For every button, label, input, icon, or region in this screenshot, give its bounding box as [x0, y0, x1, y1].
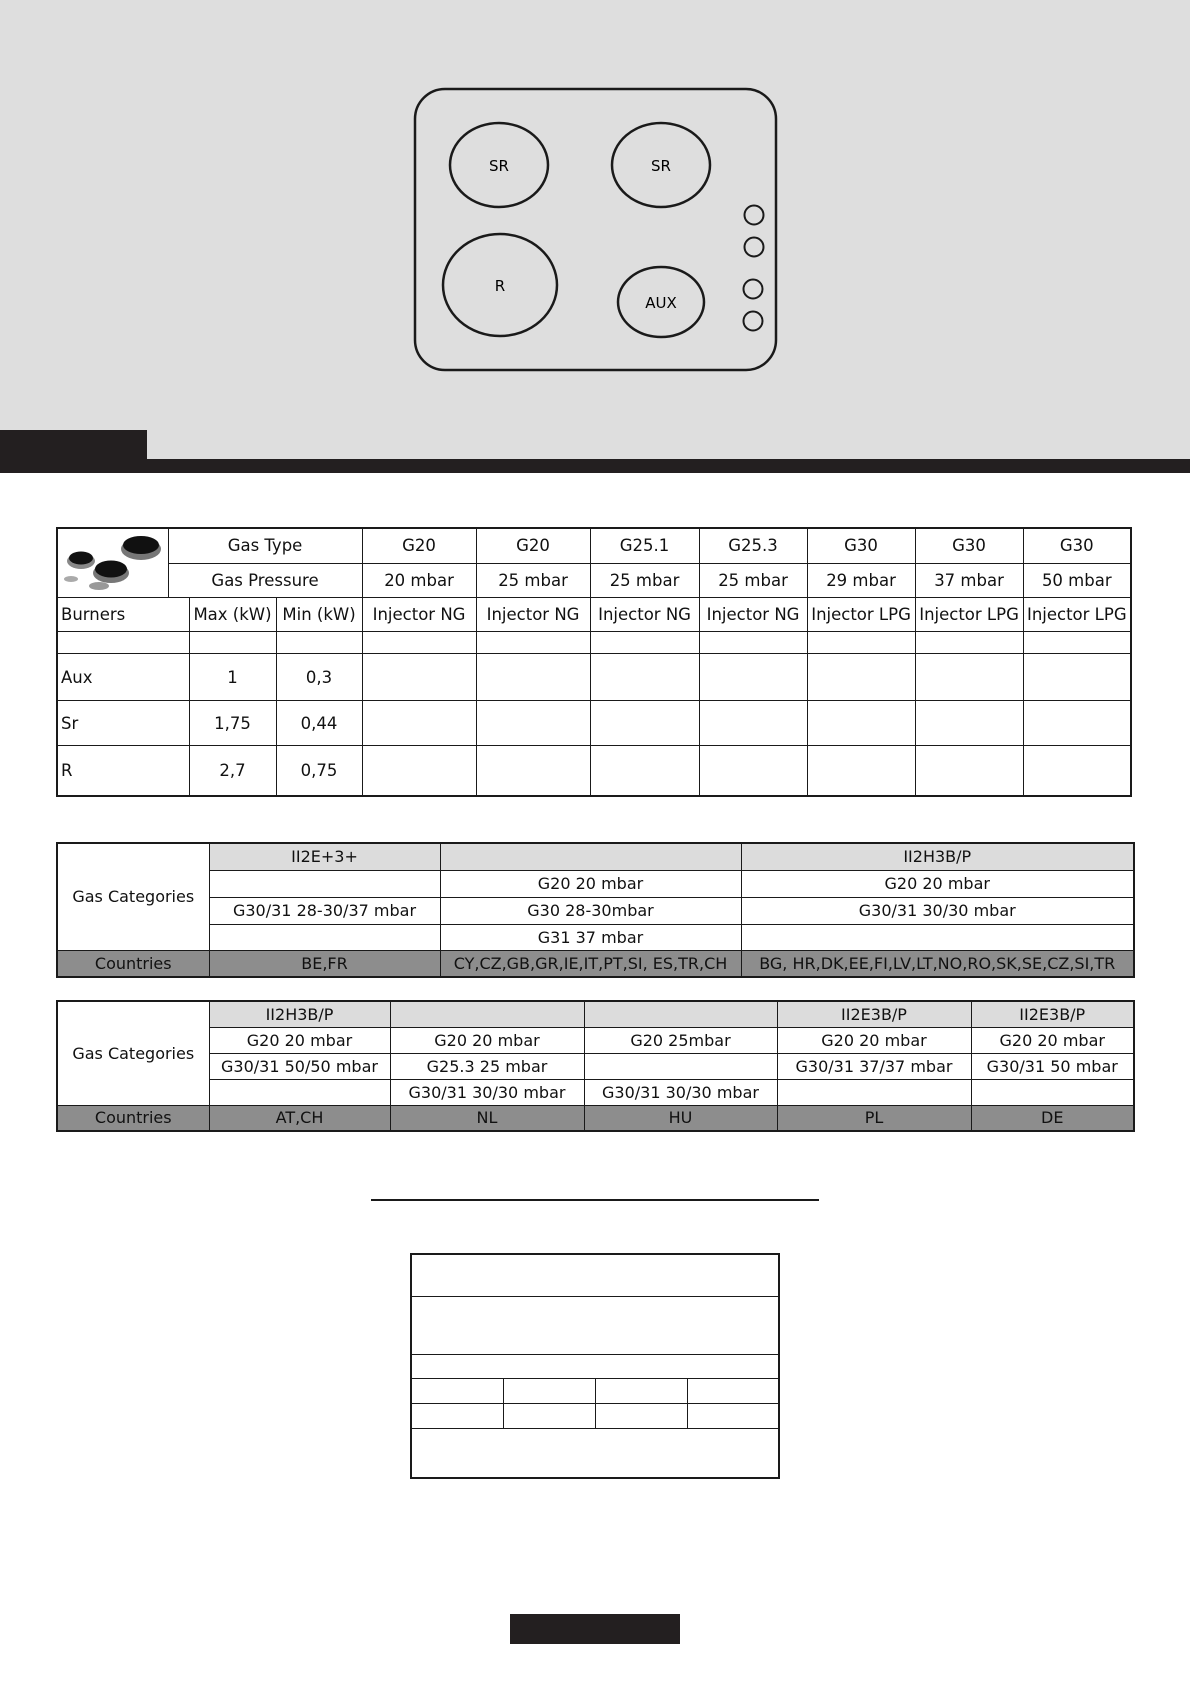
gas-type-cell: G20 — [362, 528, 476, 563]
category-header — [390, 1001, 584, 1027]
gas-type-cell: G30 — [915, 528, 1023, 563]
gas-categories-label: Gas Categories — [57, 1001, 209, 1105]
gas-type-label: Gas Type — [168, 528, 362, 563]
category-line — [209, 924, 440, 950]
max-kw-column-header: Max (kW) — [189, 598, 276, 632]
blank-cell — [411, 1254, 779, 1296]
blank-cell — [595, 1403, 687, 1428]
blank-cell — [503, 1403, 595, 1428]
gas-pressure-cell: 37 mbar — [915, 563, 1023, 597]
knob-icon — [745, 238, 764, 257]
injector-header: Injector NG — [362, 598, 476, 632]
countries-cell: PL — [777, 1105, 971, 1131]
gas-pressure-label: Gas Pressure — [168, 563, 362, 597]
category-line: G20 20 mbar — [390, 1027, 584, 1053]
category-line: G20 25mbar — [584, 1027, 777, 1053]
blank-cell — [411, 1296, 779, 1354]
blank-cell — [411, 1403, 503, 1428]
gas-type-cell: G25.1 — [590, 528, 699, 563]
countries-label: Countries — [57, 950, 209, 977]
gas-type-cell: G30 — [1023, 528, 1131, 563]
injector-header: Injector LPG — [1023, 598, 1131, 632]
category-line: G30/31 28-30/37 mbar — [209, 897, 440, 924]
countries-cell: CY,CZ,GB,GR,IE,IT,PT,SI, ES,TR,CH — [440, 950, 741, 977]
gas-categories-table-1 — [56, 842, 1135, 978]
spacer-row — [57, 632, 1131, 654]
category-line: G30/31 37/37 mbar — [777, 1053, 971, 1079]
category-line: G30/31 30/30 mbar — [390, 1079, 584, 1105]
injector-header: Injector LPG — [807, 598, 915, 632]
blank-cell — [503, 1378, 595, 1403]
gas-pressure-cell: 50 mbar — [1023, 563, 1131, 597]
countries-cell: AT,CH — [209, 1105, 390, 1131]
table-row — [57, 746, 1131, 796]
category-line: G30/31 30/30 mbar — [741, 897, 1134, 924]
burner-max: 2,7 — [189, 746, 276, 796]
category-line: G30/31 50/50 mbar — [209, 1053, 390, 1079]
gas-pressure-cell: 25 mbar — [590, 563, 699, 597]
category-header — [584, 1001, 777, 1027]
section-divider — [371, 1199, 819, 1201]
blank-cell — [687, 1378, 779, 1403]
table-row — [57, 654, 1131, 701]
blank-cell — [595, 1378, 687, 1403]
burner-label-sr-right: SR — [651, 157, 671, 175]
category-line: G30/31 30/30 mbar — [584, 1079, 777, 1105]
burner-min: 0,3 — [276, 654, 362, 701]
knob-icon — [745, 206, 764, 225]
gas-pressure-cell: 20 mbar — [362, 563, 476, 597]
burner-label-sr-left: SR — [489, 157, 509, 175]
countries-cell: BG, HR,DK,EE,FI,LV,LT,NO,RO,SK,SE,CZ,SI,TR — [741, 950, 1134, 977]
burner-injector-table — [56, 527, 1132, 797]
burner-name: R — [57, 746, 189, 796]
category-line — [584, 1053, 777, 1079]
blank-cell — [687, 1403, 779, 1428]
category-header: II2E3B/P — [777, 1001, 971, 1027]
countries-label: Countries — [57, 1105, 209, 1131]
burner-label-r: R — [494, 277, 506, 295]
category-line: G20 20 mbar — [777, 1027, 971, 1053]
category-line: G20 20 mbar — [440, 870, 741, 897]
gas-type-cell: G20 — [476, 528, 590, 563]
category-header: II2H3B/P — [209, 1001, 390, 1027]
burner-name: Sr — [57, 701, 189, 746]
category-line: G20 20 mbar — [971, 1027, 1134, 1053]
injector-header: Injector NG — [476, 598, 590, 632]
footer-page-bar — [510, 1614, 680, 1644]
category-header: II2H3B/P — [741, 843, 1134, 870]
gas-pressure-cell: 25 mbar — [699, 563, 807, 597]
category-line — [971, 1079, 1134, 1105]
category-line — [741, 924, 1134, 950]
gas-categories-label: Gas Categories — [57, 843, 209, 950]
category-header — [440, 843, 741, 870]
burner-caps-icon — [61, 529, 165, 593]
blank-cell — [411, 1378, 503, 1403]
gas-type-cell: G30 — [807, 528, 915, 563]
gas-pressure-cell: 29 mbar — [807, 563, 915, 597]
category-line: G30/31 50 mbar — [971, 1053, 1134, 1079]
injector-header: Injector NG — [699, 598, 807, 632]
hob-diagram — [0, 0, 1190, 400]
category-line — [777, 1079, 971, 1105]
category-line: G20 20 mbar — [741, 870, 1134, 897]
header-tab — [0, 430, 147, 473]
burner-min: 0,75 — [276, 746, 362, 796]
burner-label-aux: AUX — [645, 294, 677, 312]
header-rule — [0, 459, 1190, 473]
burner-max: 1,75 — [189, 701, 276, 746]
category-line: G20 20 mbar — [209, 1027, 390, 1053]
category-header: II2E+3+ — [209, 843, 440, 870]
burners-thumbnail — [57, 528, 168, 598]
rating-plate-table — [410, 1253, 780, 1479]
countries-cell: BE,FR — [209, 950, 440, 977]
category-header: II2E3B/P — [971, 1001, 1134, 1027]
blank-cell — [411, 1354, 779, 1378]
category-line: G31 37 mbar — [440, 924, 741, 950]
burner-name: Aux — [57, 654, 189, 701]
countries-cell: NL — [390, 1105, 584, 1131]
countries-cell: DE — [971, 1105, 1134, 1131]
countries-cell: HU — [584, 1105, 777, 1131]
injector-header: Injector LPG — [915, 598, 1023, 632]
burners-column-header: Burners — [57, 598, 189, 632]
gas-categories-table-2 — [56, 1000, 1135, 1132]
blank-cell — [411, 1428, 779, 1478]
gas-type-cell: G25.3 — [699, 528, 807, 563]
knob-icon — [744, 280, 763, 299]
table-row — [57, 701, 1131, 746]
category-line — [209, 870, 440, 897]
burner-min: 0,44 — [276, 701, 362, 746]
burner-max: 1 — [189, 654, 276, 701]
injector-header: Injector NG — [590, 598, 699, 632]
category-line: G30 28-30mbar — [440, 897, 741, 924]
gas-pressure-cell: 25 mbar — [476, 563, 590, 597]
min-kw-column-header: Min (kW) — [276, 598, 362, 632]
knob-icon — [744, 312, 763, 331]
category-line — [209, 1079, 390, 1105]
category-line: G25.3 25 mbar — [390, 1053, 584, 1079]
